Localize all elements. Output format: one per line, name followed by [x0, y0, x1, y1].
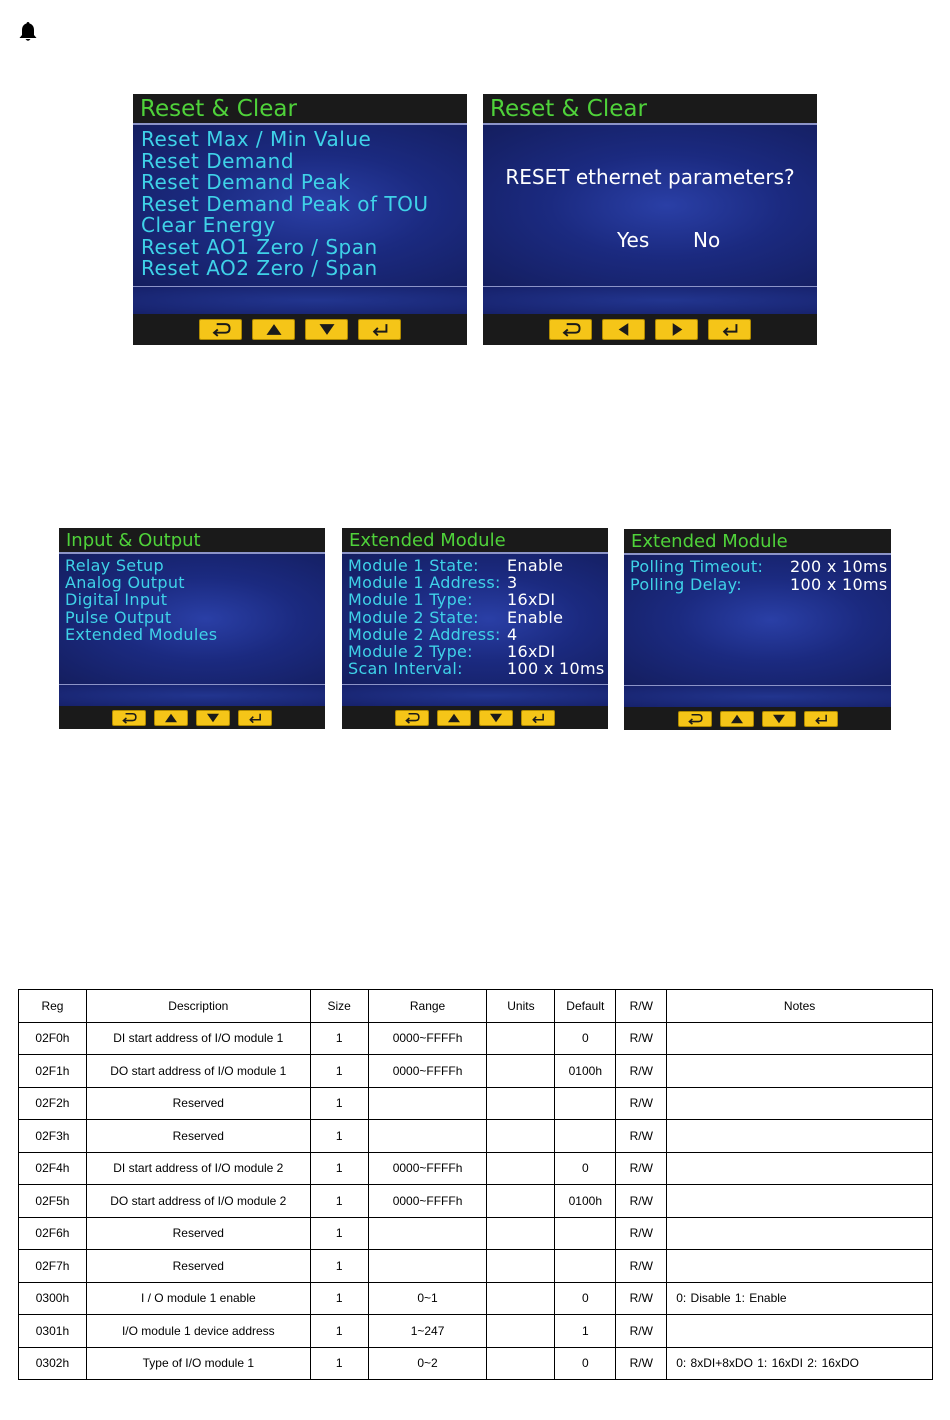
table-cell: 0100h: [555, 1055, 616, 1088]
field-label: Module 1 Type:: [348, 590, 473, 609]
table-cell: 0000~FFFFh: [368, 1022, 487, 1055]
table-cell: R/W: [616, 1347, 667, 1380]
screen-body: [624, 553, 891, 685]
screen-body: [133, 123, 467, 286]
table-row: [19, 1347, 933, 1380]
table-cell: [555, 1087, 616, 1120]
table-cell: 02F6h: [19, 1217, 87, 1250]
table-cell: DO start address of I/O module 2: [86, 1185, 310, 1218]
table-cell: R/W: [616, 1250, 667, 1283]
dialog-question: RESET ethernet parameters?: [505, 165, 795, 189]
table-cell: R/W: [616, 1087, 667, 1120]
screen-body: [483, 123, 817, 286]
table-cell: Reserved: [86, 1217, 310, 1250]
status-bar: [483, 286, 817, 314]
up-key-icon[interactable]: [437, 710, 471, 726]
table-cell: [667, 1055, 933, 1088]
table-cell: 1: [310, 1022, 368, 1055]
table-cell: [487, 1055, 555, 1088]
column-header: R/W: [616, 990, 667, 1023]
field-value[interactable]: Enable: [507, 608, 564, 627]
table-cell: 1: [310, 1315, 368, 1348]
table-row: [19, 1185, 933, 1218]
menu-item[interactable]: Reset Demand Peak of TOU: [141, 192, 429, 216]
table-cell: DI start address of I/O module 2: [86, 1152, 310, 1185]
down-key-icon[interactable]: [762, 711, 796, 727]
lcd-extended-module-2: [624, 529, 891, 730]
up-key-icon[interactable]: [154, 710, 188, 726]
table-cell: Reserved: [86, 1250, 310, 1283]
table-cell: 1: [310, 1347, 368, 1380]
table-cell: 0300h: [19, 1282, 87, 1315]
enter-key-icon[interactable]: [804, 711, 838, 727]
menu-item[interactable]: Pulse Output: [65, 608, 172, 627]
table-cell: 02F4h: [19, 1152, 87, 1185]
field-value[interactable]: Enable: [507, 556, 564, 575]
enter-key-icon[interactable]: [358, 319, 401, 340]
table-row: [19, 1152, 933, 1185]
table-cell: [487, 1347, 555, 1380]
field-label: Module 2 Address:: [348, 625, 501, 644]
table-cell: 0: Disable 1: Enable: [667, 1282, 933, 1315]
field-value[interactable]: 100 x 10ms: [790, 575, 888, 594]
table-cell: R/W: [616, 1022, 667, 1055]
field-value[interactable]: 100 x 10ms: [507, 659, 605, 678]
back-key-icon[interactable]: [112, 710, 146, 726]
screen-title: Reset & Clear: [140, 96, 297, 122]
table-cell: [667, 1120, 933, 1153]
table-cell: 0~1: [368, 1282, 487, 1315]
enter-key-icon[interactable]: [521, 710, 555, 726]
menu-item[interactable]: Reset AO2 Zero / Span: [141, 256, 378, 280]
table-cell: [368, 1087, 487, 1120]
field-label: Module 2 Type:: [348, 642, 473, 661]
table-row: [19, 1217, 933, 1250]
table-cell: [555, 1217, 616, 1250]
table-cell: 0: 8xDI+8xDO 1: 16xDI 2: 16xDO: [667, 1347, 933, 1380]
menu-item[interactable]: Digital Input: [65, 590, 168, 609]
table-cell: 0100h: [555, 1185, 616, 1218]
table-cell: 0000~FFFFh: [368, 1152, 487, 1185]
table-cell: 02F5h: [19, 1185, 87, 1218]
page-bottom-mask: [0, 1382, 950, 1420]
table-row: [19, 1250, 933, 1283]
table-cell: Type of I/O module 1: [86, 1347, 310, 1380]
key-bar: [133, 314, 467, 345]
bell-icon: [16, 20, 40, 44]
status-bar: [342, 684, 608, 706]
enter-key-icon[interactable]: [238, 710, 272, 726]
table-cell: R/W: [616, 1282, 667, 1315]
menu-item[interactable]: Relay Setup: [65, 556, 164, 575]
field-label: Module 2 State:: [348, 608, 479, 627]
table-cell: 1: [555, 1315, 616, 1348]
menu-item[interactable]: Reset Demand Peak: [141, 170, 351, 194]
table-cell: [487, 1217, 555, 1250]
down-key-icon[interactable]: [479, 710, 513, 726]
menu-item[interactable]: Analog Output: [65, 573, 185, 592]
table-cell: [667, 1022, 933, 1055]
table-cell: 1: [310, 1152, 368, 1185]
lcd-io-menu: [59, 528, 325, 729]
table-cell: I/O module 1 device address: [86, 1315, 310, 1348]
table-cell: 02F3h: [19, 1120, 87, 1153]
table-cell: 02F0h: [19, 1022, 87, 1055]
screen-body: [59, 552, 325, 684]
table-cell: 0302h: [19, 1347, 87, 1380]
table-cell: 1: [310, 1282, 368, 1315]
field-value[interactable]: 200 x 10ms: [790, 557, 888, 576]
screen-title: Input & Output: [66, 530, 201, 551]
table-cell: 1~247: [368, 1315, 487, 1348]
table-cell: 0000~FFFFh: [368, 1055, 487, 1088]
table-cell: 0: [555, 1022, 616, 1055]
table-cell: 0301h: [19, 1315, 87, 1348]
column-header: Units: [487, 990, 555, 1023]
back-key-icon[interactable]: [199, 319, 242, 340]
right-key-icon[interactable]: [655, 319, 698, 340]
up-key-icon[interactable]: [252, 319, 295, 340]
field-value[interactable]: 16xDI: [507, 642, 556, 661]
table-cell: I / O module 1 enable: [86, 1282, 310, 1315]
table-cell: 0: [555, 1152, 616, 1185]
table-row: [19, 1315, 933, 1348]
column-header: Reg: [19, 990, 87, 1023]
table-row: [19, 1282, 933, 1315]
table-cell: R/W: [616, 1120, 667, 1153]
table-cell: [667, 1185, 933, 1218]
left-key-icon[interactable]: [602, 319, 645, 340]
table-cell: 1: [310, 1055, 368, 1088]
table-cell: [487, 1152, 555, 1185]
table-row: [19, 1087, 933, 1120]
table-cell: [368, 1217, 487, 1250]
table-cell: R/W: [616, 1217, 667, 1250]
table-cell: 02F2h: [19, 1087, 87, 1120]
screen-title: Extended Module: [349, 530, 506, 551]
field-label: Polling Delay:: [630, 575, 742, 594]
table-cell: [555, 1120, 616, 1153]
table-cell: 0: [555, 1282, 616, 1315]
key-bar: [624, 707, 891, 730]
status-bar: [59, 684, 325, 706]
status-bar: [624, 685, 891, 707]
table-cell: 1: [310, 1087, 368, 1120]
table-header-row: [19, 990, 933, 1023]
table-cell: 1: [310, 1120, 368, 1153]
menu-item[interactable]: Reset Max / Min Value: [141, 127, 372, 151]
key-bar: [342, 706, 608, 729]
field-label: Polling Timeout:: [630, 557, 764, 576]
field-label: Module 1 Address:: [348, 573, 501, 592]
table-cell: R/W: [616, 1185, 667, 1218]
table-cell: [487, 1022, 555, 1055]
back-key-icon[interactable]: [678, 711, 712, 727]
table-cell: 1: [310, 1217, 368, 1250]
lcd-extended-module-1: [342, 528, 608, 729]
field-value[interactable]: 4: [507, 625, 518, 644]
table-cell: 1: [310, 1250, 368, 1283]
table-cell: [368, 1120, 487, 1153]
field-value[interactable]: 16xDI: [507, 590, 556, 609]
table-cell: R/W: [616, 1152, 667, 1185]
table-cell: R/W: [616, 1315, 667, 1348]
up-key-icon[interactable]: [720, 711, 754, 727]
register-table: [18, 989, 933, 1380]
table-cell: 0: [555, 1347, 616, 1380]
table-cell: [487, 1185, 555, 1218]
down-key-icon[interactable]: [196, 710, 230, 726]
back-key-icon[interactable]: [395, 710, 429, 726]
table-cell: 02F1h: [19, 1055, 87, 1088]
key-bar: [59, 706, 325, 729]
column-header: Default: [555, 990, 616, 1023]
column-header: Size: [310, 990, 368, 1023]
key-bar: [483, 314, 817, 345]
column-header: Notes: [667, 990, 933, 1023]
table-cell: [487, 1087, 555, 1120]
no-option[interactable]: No: [693, 228, 721, 252]
menu-item[interactable]: Extended Modules: [65, 625, 218, 644]
menu-item[interactable]: Clear Energy: [141, 213, 276, 237]
table-cell: [487, 1282, 555, 1315]
table-cell: [487, 1315, 555, 1348]
status-bar: [133, 286, 467, 314]
table-cell: [487, 1250, 555, 1283]
table-cell: [667, 1217, 933, 1250]
table-cell: [555, 1250, 616, 1283]
screen-body: [342, 552, 608, 684]
menu-item[interactable]: Reset Demand: [141, 149, 295, 173]
down-key-icon[interactable]: [305, 319, 348, 340]
screen-title: Reset & Clear: [490, 96, 647, 122]
yes-option[interactable]: Yes: [617, 228, 650, 252]
table-cell: Reserved: [86, 1087, 310, 1120]
field-label: Scan Interval:: [348, 659, 463, 678]
menu-item[interactable]: Reset AO1 Zero / Span: [141, 235, 378, 259]
table-cell: 1: [310, 1185, 368, 1218]
lcd-reset-menu: [133, 94, 467, 345]
table-cell: [667, 1315, 933, 1348]
table-cell: 0000~FFFFh: [368, 1185, 487, 1218]
enter-key-icon[interactable]: [708, 319, 751, 340]
table-cell: [487, 1120, 555, 1153]
field-value[interactable]: 3: [507, 573, 518, 592]
back-key-icon[interactable]: [549, 319, 592, 340]
table-cell: 0~2: [368, 1347, 487, 1380]
table-row: [19, 1022, 933, 1055]
table-cell: [667, 1152, 933, 1185]
table-row: [19, 1055, 933, 1088]
table-cell: R/W: [616, 1055, 667, 1088]
table-cell: Reserved: [86, 1120, 310, 1153]
table-row: [19, 1120, 933, 1153]
table-cell: DO start address of I/O module 1: [86, 1055, 310, 1088]
screen-title: Extended Module: [631, 531, 788, 552]
table-cell: DI start address of I/O module 1: [86, 1022, 310, 1055]
table-cell: [667, 1250, 933, 1283]
table-cell: [368, 1250, 487, 1283]
table-cell: [667, 1087, 933, 1120]
field-label: Module 1 State:: [348, 556, 479, 575]
column-header: Range: [368, 990, 487, 1023]
column-header: Description: [86, 990, 310, 1023]
table-cell: 02F7h: [19, 1250, 87, 1283]
lcd-reset-dialog: [483, 94, 817, 345]
